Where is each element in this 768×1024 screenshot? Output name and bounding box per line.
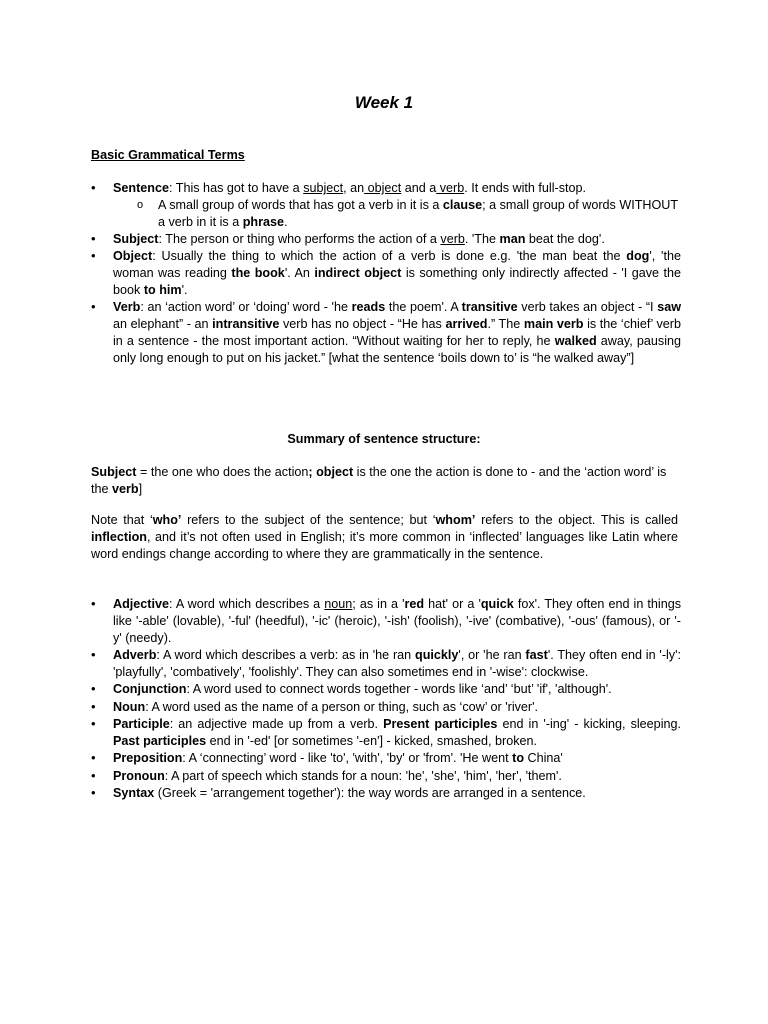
text-run: an elephant” - an	[113, 317, 213, 332]
text-run: object	[364, 181, 402, 195]
text-run: A small group of words that has got a verb in it is a	[158, 198, 443, 213]
text-run: ', 'the woman was reading	[113, 249, 681, 281]
text-run: Subject	[91, 465, 137, 479]
text-run: '. They often end in '-ly': 'playfully', 'combatively', 'foolishly'. They can also sometimes end in '-wise': clockwise.	[113, 647, 682, 679]
text-run: reads	[351, 300, 386, 315]
text-run: Adjective	[113, 597, 169, 611]
text-run: hat' or a '	[424, 597, 481, 611]
text-run: whom’	[435, 513, 476, 527]
list-item-subject	[91, 231, 681, 248]
list-item-object	[91, 248, 681, 298]
text-run: ]	[138, 481, 143, 496]
text-run: who’	[152, 513, 182, 527]
text-run: . 'The	[464, 231, 500, 246]
text-run: refers to the object. This is called	[475, 513, 678, 527]
text-run: ; as in a '	[352, 597, 405, 611]
text-run: Verb	[113, 300, 141, 315]
text-run: ; a small group of words WITHOUT a verb in it is a	[158, 198, 678, 230]
sub-item-clause	[91, 197, 681, 231]
text-run: : A word used as the name of a person or thing, such as ‘cow’ or 'river'.	[145, 699, 539, 714]
text-run: fox'. They often end in things like '-able' (lovable), '-ful' (heedful), '-ic' (heroic), '-ish' (foolish), '-ive' (combative), '-ous' (famous), or '-y' (needy).	[113, 597, 681, 645]
text-run: , an	[343, 181, 365, 195]
text-run: verb	[112, 481, 139, 496]
section-heading: Basic Grammatical Terms	[91, 148, 245, 162]
text-run: = the one who does the action	[136, 465, 309, 479]
text-run: : A part of speech which stands for a noun: 'he', 'she', 'him', 'her', 'them'.	[164, 768, 562, 783]
text-run: '.	[181, 282, 188, 297]
text-run: Conjunction	[113, 682, 187, 697]
text-run: Present participles	[383, 716, 498, 731]
text-run: arrived	[445, 317, 488, 332]
text-run: verb	[440, 231, 465, 246]
text-run: '. An	[284, 266, 315, 281]
text-run: walked	[554, 333, 597, 348]
text-run: subject	[303, 181, 344, 195]
text-run: clause	[442, 198, 483, 213]
text-run: to	[512, 751, 525, 766]
text-run: intransitive	[212, 317, 280, 332]
list-item-participle	[91, 716, 681, 750]
text-run: : A ‘connecting’ word - like 'to', 'with', 'by' or 'from'. 'He went	[182, 751, 513, 766]
text-run: Sentence	[113, 181, 169, 195]
note-paragraph	[91, 512, 678, 562]
text-run: the book	[231, 266, 285, 281]
text-run: : This has got to have a	[169, 181, 304, 195]
page-title: Week 1	[354, 93, 414, 112]
text-run: saw	[657, 300, 681, 315]
list-item-verb	[91, 299, 681, 366]
list-item-adjective	[91, 596, 681, 646]
text-run: to him	[143, 282, 182, 297]
text-run: China'	[524, 751, 563, 766]
grammar-terms-list	[91, 180, 681, 367]
text-run: verb takes an object - “I	[517, 300, 658, 315]
text-run: is the one the action is done to - and the ‘action word’ is the	[91, 465, 667, 496]
text-run: quickly	[415, 647, 459, 662]
text-run: is something only indirectly affected - 'I gave the book	[113, 266, 681, 297]
text-run: Object	[113, 249, 153, 264]
text-run: fast	[525, 647, 548, 662]
text-run: Note that ‘	[91, 513, 153, 527]
text-run: refers to the subject of the sentence; but ‘	[181, 513, 436, 527]
text-run: (Greek = 'arrangement together'): the way words are arranged in a sentence.	[154, 785, 586, 800]
text-run: transitive	[461, 300, 518, 315]
text-run: main verb	[523, 317, 584, 332]
text-run: : an adjective made up from a verb.	[169, 716, 384, 731]
text-run: .	[284, 215, 288, 230]
text-run: quick	[480, 597, 514, 611]
text-run: is the ‘chief’ verb in a sentence - the most important action. “Without waiting for her to reply, he	[113, 317, 681, 348]
text-run: Noun	[113, 699, 146, 714]
text-run: : A word used to connect words together - words like ‘and’ ‘but’ 'if', 'although'.	[186, 682, 612, 697]
list-item-noun	[91, 699, 681, 716]
text-run: verb has no object - “He has	[279, 317, 446, 332]
list-item-sentence	[91, 180, 681, 197]
text-run: . It ends with full-stop.	[464, 181, 587, 195]
text-run: Subject	[113, 231, 159, 246]
text-run: , and it’s not often used in English; it’s more common in ‘inflected’ languages like Latin where word endings change according to where they are grammatically in the sentence.	[91, 529, 678, 561]
text-run: : A word which describes a verb: as in 'he ran	[156, 647, 416, 662]
text-run: man	[499, 231, 526, 246]
text-run: and a	[401, 181, 437, 195]
text-run: Participle	[113, 716, 170, 731]
text-run: Preposition	[113, 751, 183, 766]
text-run: : A word which describes a	[169, 597, 325, 611]
text-run: the poem'. A	[385, 300, 462, 315]
text-run: noun	[324, 597, 353, 611]
text-run: end in '-ing' - kicking, sleeping.	[497, 716, 681, 731]
list-item-syntax	[91, 785, 681, 802]
text-run: Syntax	[113, 785, 155, 800]
list-item-adverb	[91, 647, 681, 681]
text-run: Pronoun	[113, 768, 165, 783]
text-run: beat the dog'.	[525, 231, 605, 246]
text-run: .” The	[487, 317, 524, 332]
text-run: dog	[626, 249, 650, 264]
list-item-pronoun	[91, 768, 681, 785]
parts-of-speech-list	[91, 596, 681, 802]
text-run: : The person or thing who performs the action of a	[158, 231, 441, 246]
text-run: ; object	[308, 465, 354, 479]
text-run: red	[404, 597, 425, 611]
text-run: away, pausing only long enough to put on his jacket.” [what the sentence ‘boils down to’ is “he walked away”]	[113, 333, 682, 365]
text-run: inflection	[91, 529, 147, 544]
list-item-conjunction	[91, 681, 681, 698]
list-item-preposition	[91, 750, 681, 767]
text-run: Past participles	[113, 733, 207, 748]
summary-paragraph	[91, 464, 681, 498]
summary-heading: Summary of sentence structure:	[287, 432, 481, 446]
text-run: : Usually the thing to which the action of a verb is done e.g. 'the man beat the	[152, 249, 627, 264]
text-run: indirect object	[314, 266, 402, 281]
text-run: end in '-ed' [or sometimes '-en'] - kicked, smashed, broken.	[206, 733, 538, 748]
text-run: : an ‘action word’ or ‘doing’ word - 'he	[140, 300, 352, 315]
text-run: Adverb	[113, 647, 157, 662]
text-run: phrase	[242, 215, 285, 230]
text-run: ', or 'he ran	[458, 647, 526, 662]
text-run: verb	[436, 181, 465, 195]
